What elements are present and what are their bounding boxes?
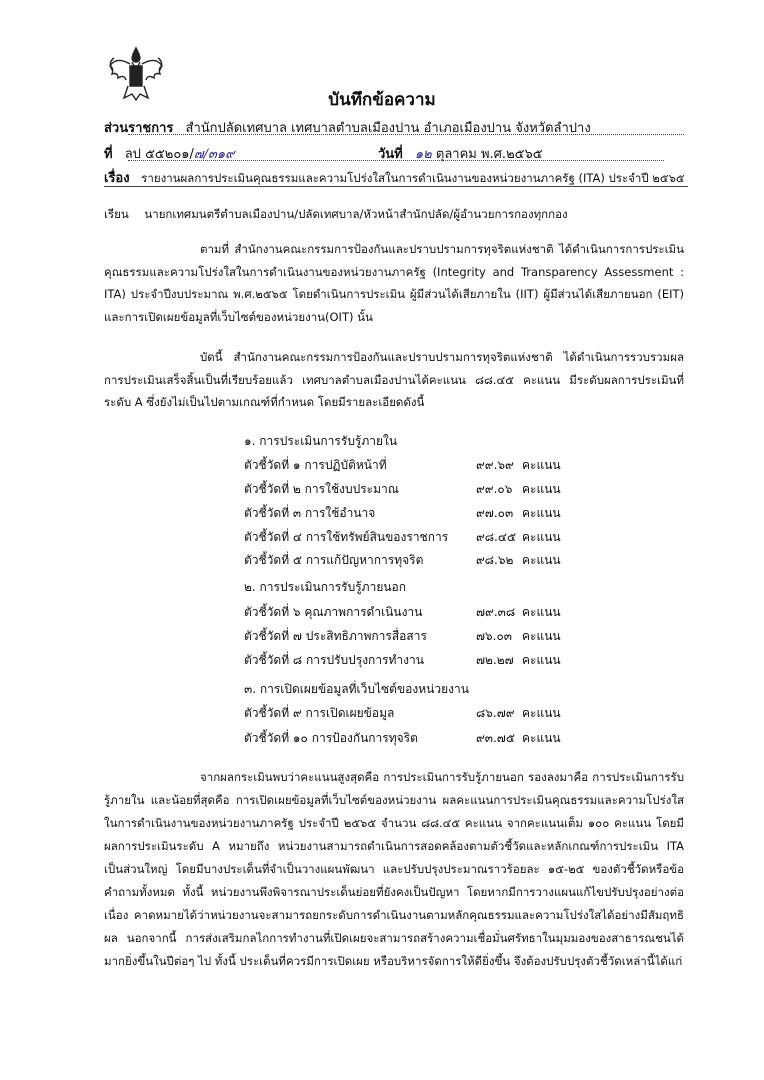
section-external-heading: ๒. การประเมินการรับรู้ภายนอก bbox=[244, 580, 407, 594]
to-value: นายกเทศมนตรีตำบลเมืองปาน/ปลัดเทศบาล/หัวหน้าสำนักปลัด/ผู้อำนวยการกองทุกกอง bbox=[144, 207, 568, 221]
subject-rule bbox=[104, 186, 688, 187]
date-value: ตุลาคม พ.ศ.๒๕๖๕ bbox=[435, 147, 543, 162]
indicator-label: ตัวชี้วัดที่ ๘ การปรับปรุงการทำงาน bbox=[244, 653, 424, 667]
paragraph-intro-text: ตามที่ สำนักงานคณะกรรมการป้องกันและปราบปรามการทุจริตแห่งชาติ ได้ดำเนินการการประเมินคุณธรรมและความโปร่งใสในการดำเนินงานของหน่วยงานภาครัฐ (Integrity and Transparency Assessment : ITA) ประจำปีงบประมาณ พ.ศ.๒๕๖๕ โดยดำเนินการประเมิน ผู้มีส่วนได้เสียภายใน (IIT) ผู้มีส่วนได้เสียภายนอก (EIT) และการเปิดเผยข้อมูลที่เว็บไซต์ของหน่วยงาน(OIT) นั้น bbox=[104, 242, 684, 324]
department-value: สำนักปลัดเทศบาล เทศบาลตำบลเมืองปาน อำเภอเมืองปาน จังหวัดลำปาง bbox=[185, 121, 591, 136]
indicator-score: ๗๖.๐๓ bbox=[476, 629, 512, 643]
indicator-unit: คะแนน bbox=[522, 506, 561, 520]
indicator-label: ตัวชี้วัดที่ ๓ การใช้อำนาจ bbox=[244, 506, 376, 520]
reference-handwritten: ๗/๓๑๙ bbox=[193, 147, 235, 162]
department-label: ส่วนราชการ bbox=[104, 121, 174, 136]
indicator-label: ตัวชี้วัดที่ ๑๐ การป้องกันการทุจริต bbox=[244, 731, 418, 745]
indicator-unit: คะแนน bbox=[522, 706, 561, 720]
indicator-row bbox=[244, 480, 574, 500]
indicator-row bbox=[244, 704, 574, 724]
indicator-unit: คะแนน bbox=[522, 553, 561, 567]
reference-label: ที่ bbox=[104, 147, 113, 162]
indicator-label: ตัวชี้วัดที่ ๗ ประสิทธิภาพการสื่อสาร bbox=[244, 629, 427, 643]
to-label: เรียน bbox=[104, 207, 129, 221]
indicator-score: ๙๙.๖๙ bbox=[476, 458, 514, 472]
indicator-unit: คะแนน bbox=[522, 482, 561, 496]
indicator-row bbox=[244, 627, 574, 647]
paragraph-result-text: บัดนี้ สำนักงานคณะกรรมการป้องกันและปราบปรามการทุจริตแห่งชาติ ได้ดำเนินการรวบรวมผลการประเมินเสร็จสิ้นเป็นที่เรียบร้อยแล้ว เทศบาลตำบลเมืองปานได้คะแนน ๘๘.๔๕ คะแนน มีระดับผลการประเมินที่ระดับ A ซึ่งยังไม่เป็นไปตามเกณฑ์ที่กำหนด โดยมีรายละเอียดดังนี้ bbox=[104, 350, 684, 409]
indicator-score: ๙๙.๐๖ bbox=[476, 482, 513, 496]
indicator-unit: คะแนน bbox=[522, 629, 561, 643]
indicator-label: ตัวชี้วัดที่ ๙ การเปิดเผยข้อมูล bbox=[244, 706, 395, 720]
indicator-unit: คะแนน bbox=[522, 653, 561, 667]
indicator-score: ๙๘.๔๕ bbox=[476, 530, 517, 544]
indicator-label: ตัวชี้วัดที่ ๔ การใช้ทรัพย์สินของราชการ bbox=[244, 530, 449, 544]
section-website-heading: ๓. การเปิดเผยข้อมูลที่เว็บไซต์ของหน่วยงาน bbox=[244, 682, 469, 696]
to-row bbox=[104, 206, 568, 224]
indicator-label: ตัวชี้วัดที่ ๒ การใช้งบประมาณ bbox=[244, 482, 399, 496]
indicator-unit: คะแนน bbox=[522, 458, 561, 472]
reference-value: ลป ๕๕๒๐๑/ bbox=[124, 147, 194, 162]
paragraph-intro bbox=[104, 238, 684, 328]
indicator-row bbox=[244, 603, 574, 623]
indicator-unit: คะแนน bbox=[522, 530, 561, 544]
paragraph-result bbox=[104, 346, 684, 414]
indicator-score: ๘๖.๗๙ bbox=[476, 706, 515, 720]
indicator-row bbox=[244, 651, 574, 671]
indicator-row bbox=[244, 504, 574, 524]
indicator-score: ๗๒.๒๗ bbox=[476, 653, 514, 667]
memo-title: บันทึกข้อความ bbox=[328, 90, 436, 110]
indicator-score: ๙๓.๗๕ bbox=[476, 731, 515, 745]
paragraph-analysis-text: จากผลกระเมินพบว่าคะแนนสูงสุดคือ การประเมินการรับรู้ภายนอก รองลงมาคือ การประเมินการรับรู้ภายใน และน้อยที่สุดคือ การเปิดเผยข้อมูลที่เว็บไซต์ของหน่วยงาน ผลคะแนนการประเมินคุณธรรมและความโปร่งใสในการดำเนินงานของหน่วยงานภาครัฐ ประจำปี ๒๕๖๕ จำนวน ๘๘.๔๕ คะแนน จากคะแนนเต็ม ๑๐๐ คะแนน โดยมีผลการประเมินระดับ A หมายถึง หน่วยงานสามารถดำเนินการสอดคล้องตามตัวชี้วัดและหลักเกณฑ์การประเมิน ITA เป็นส่วนใหญ่ โดยมีบางประเด็นที่จำเป็นวางแผนพัฒนา และปรับปรุงประมาณราวร้อยละ ๑๕-๒๕ ของตัวชี้วัดหรือข้อคำถามทั้งหมด ทั้งนี้ หน่วยงานพึงพิจารณาประเด็นย่อยที่ยังคงเป็นปัญหา โดยหากมีการวางแผนแก้ไขปรับปรุงอย่างต่อเนื่อง คาดหมายได้ว่าหน่วยงานจะสามารถยกระดับการดำเนินงานตามหลักคุณธรรมและความโปร่งใสได้อย่างมีสัมฤทธิผล นอกจากนี้ การส่งเสริมกลไกการทำงานที่เปิดเผยจะสามารถสร้างความเชื่อมั่นศรัทธาในมุมมองของสาธารณชนได้มากยิ่งขึ้นในปีต่อๆ ไป ทั้งนี้ ประเด็นที่ควรมีการเปิดเผย หรือบริหารจัดการให้ดียิ่งขึ้น จึงต้องปรับปรุงตัวชี้วัดเหล่านี้ได้แก่ bbox=[104, 770, 684, 968]
indicator-row bbox=[244, 729, 574, 749]
date-handwritten: ๑๒ bbox=[414, 147, 432, 162]
indicator-score: ๗๙.๓๘ bbox=[476, 605, 516, 619]
subject-row bbox=[104, 167, 685, 188]
indicator-label: ตัวชี้วัดที่ ๑ การปฏิบัติหน้าที่ bbox=[244, 458, 387, 472]
indicator-score: ๙๗.๐๓ bbox=[476, 506, 514, 520]
reference-rule bbox=[128, 160, 664, 161]
indicator-score: ๙๘.๖๒ bbox=[476, 553, 514, 567]
section-internal-heading: ๑. การประเมินการรับรู้ภายใน bbox=[244, 434, 398, 448]
subject-value: รายงานผลการประเมินคุณธรรมและความโปร่งใสในการดำเนินงานของหน่วยงานภาครัฐ (ITA) ประจำปี ๒๕๖๕ bbox=[141, 171, 685, 185]
indicator-label: ตัวชี้วัดที่ ๕ การแก้ปัญหาการทุจริต bbox=[244, 553, 424, 567]
paragraph-analysis bbox=[104, 766, 684, 973]
indicator-row bbox=[244, 528, 574, 548]
indicator-row bbox=[244, 456, 574, 476]
indicator-unit: คะแนน bbox=[522, 731, 561, 745]
indicator-label: ตัวชี้วัดที่ ๖ คุณภาพการดำเนินงาน bbox=[244, 605, 423, 619]
subject-label: เรื่อง bbox=[104, 171, 130, 186]
department-rule bbox=[128, 134, 684, 135]
indicator-unit: คะแนน bbox=[522, 605, 561, 619]
date-label: วันที่ bbox=[378, 147, 403, 162]
indicator-row bbox=[244, 551, 574, 571]
